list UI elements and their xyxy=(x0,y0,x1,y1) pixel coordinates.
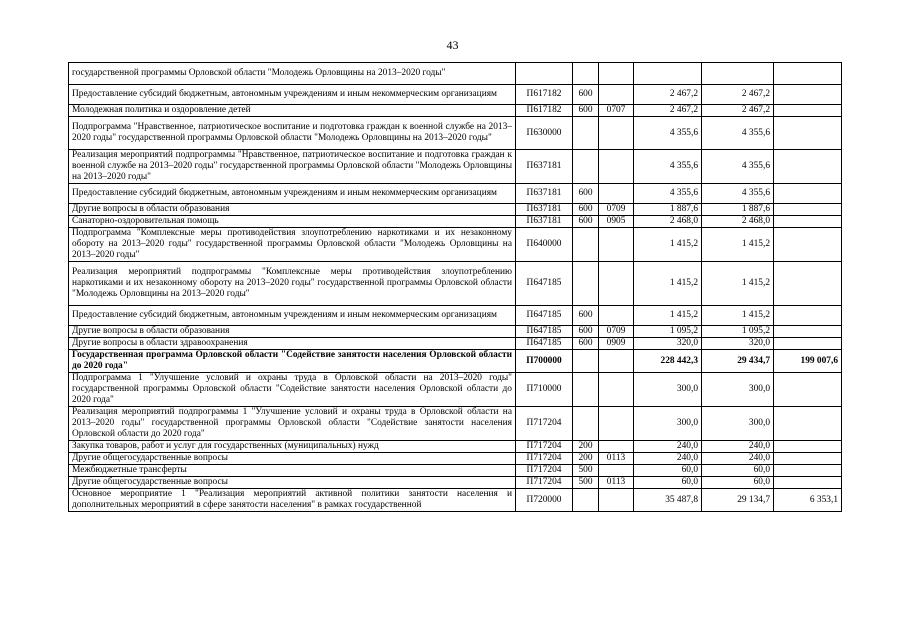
program-name-cell: Другие общегосударственные вопросы xyxy=(69,453,516,465)
expense-type-cell xyxy=(573,407,599,441)
program-name-cell: Межбюджетные трансферты xyxy=(69,465,516,477)
total-amount-cell xyxy=(634,63,702,85)
total-amount-cell: 4 355,6 xyxy=(634,184,702,204)
section-code-cell xyxy=(599,306,634,326)
target-code-cell: П647185 xyxy=(516,306,573,326)
target-code-cell xyxy=(516,63,573,85)
regional-amount-cell: 29 434,7 xyxy=(702,350,774,373)
table-row xyxy=(69,216,842,228)
target-code-cell: П720000 xyxy=(516,489,573,512)
federal-amount-cell xyxy=(774,105,842,117)
regional-amount-cell: 1 415,2 xyxy=(702,262,774,306)
section-code-cell xyxy=(599,350,634,373)
total-amount-cell: 2 467,2 xyxy=(634,85,702,105)
table-row xyxy=(69,306,842,326)
table-row xyxy=(69,477,842,489)
total-amount-cell: 240,0 xyxy=(634,441,702,453)
target-code-cell: П630000 xyxy=(516,117,573,150)
federal-amount-cell xyxy=(774,453,842,465)
program-name-cell: Другие общегосударственные вопросы xyxy=(69,477,516,489)
table-row xyxy=(69,453,842,465)
target-code-cell: П637181 xyxy=(516,216,573,228)
federal-amount-cell xyxy=(774,184,842,204)
target-code-cell: П637181 xyxy=(516,204,573,216)
target-code-cell: П647185 xyxy=(516,262,573,306)
table-row xyxy=(69,350,842,373)
federal-amount-cell xyxy=(774,477,842,489)
total-amount-cell: 228 442,3 xyxy=(634,350,702,373)
table-row xyxy=(69,465,842,477)
section-code-cell xyxy=(599,441,634,453)
expense-type-cell: 600 xyxy=(573,216,599,228)
table-row xyxy=(69,373,842,407)
federal-amount-cell xyxy=(774,63,842,85)
program-name-cell: Основное мероприятие 1 "Реализация мероприятий активной политики занятости населения и дополнительных мероприятий в сфере занятости населения" в рамках государственной xyxy=(69,489,516,512)
federal-amount-cell xyxy=(774,204,842,216)
section-code-cell: 0709 xyxy=(599,326,634,338)
section-code-cell xyxy=(599,228,634,262)
regional-amount-cell: 2 468,0 xyxy=(702,216,774,228)
total-amount-cell: 1 887,6 xyxy=(634,204,702,216)
table-row xyxy=(69,262,842,306)
section-code-cell: 0709 xyxy=(599,204,634,216)
federal-amount-cell xyxy=(774,306,842,326)
expense-type-cell: 600 xyxy=(573,204,599,216)
target-code-cell: П717204 xyxy=(516,407,573,441)
federal-amount-cell: 199 007,6 xyxy=(774,350,842,373)
expense-type-cell: 600 xyxy=(573,85,599,105)
regional-amount-cell: 1 887,6 xyxy=(702,204,774,216)
table-row xyxy=(69,489,842,512)
program-name-cell: Предоставление субсидий бюджетным, автономным учреждениям и иным некоммерческим организациям xyxy=(69,85,516,105)
federal-amount-cell xyxy=(774,216,842,228)
federal-amount-cell xyxy=(774,228,842,262)
regional-amount-cell: 320,0 xyxy=(702,338,774,350)
total-amount-cell: 35 487,8 xyxy=(634,489,702,512)
table-row xyxy=(69,338,842,350)
section-code-cell xyxy=(599,407,634,441)
regional-amount-cell: 4 355,6 xyxy=(702,150,774,184)
program-name-cell: государственной программы Орловской области "Молодежь Орловщины на 2013–2020 годы" xyxy=(69,63,516,85)
federal-amount-cell xyxy=(774,407,842,441)
program-name-cell: Подпрограмма "Комплексные меры противодействия злоупотреблению наркотиками и их незаконному обороту на 2013–2020 годы" государственной программы Орловской области "Молодежь Орловщины на 2013–2020 годы" xyxy=(69,228,516,262)
program-name-cell: Другие вопросы в области образования xyxy=(69,326,516,338)
regional-amount-cell: 1 095,2 xyxy=(702,326,774,338)
table-row xyxy=(69,150,842,184)
total-amount-cell: 1 415,2 xyxy=(634,228,702,262)
federal-amount-cell xyxy=(774,262,842,306)
page-number: 43 xyxy=(446,38,459,52)
program-name-cell: Государственная программа Орловской области "Содействие занятости населения Орловской области до 2020 года" xyxy=(69,350,516,373)
expense-type-cell: 500 xyxy=(573,477,599,489)
federal-amount-cell xyxy=(774,373,842,407)
expense-type-cell: 600 xyxy=(573,306,599,326)
regional-amount-cell: 1 415,2 xyxy=(702,228,774,262)
section-code-cell xyxy=(599,117,634,150)
expense-type-cell: 500 xyxy=(573,465,599,477)
program-name-cell: Реализация мероприятий подпрограммы 1 "Улучшение условий и охраны труда в Орловской области на 2013–2020 годы" государственной программы Орловской области "Содействие занятости населения Орловской области до 2020 года" xyxy=(69,407,516,441)
regional-amount-cell: 300,0 xyxy=(702,407,774,441)
target-code-cell: П717204 xyxy=(516,453,573,465)
target-code-cell: П710000 xyxy=(516,373,573,407)
total-amount-cell: 4 355,6 xyxy=(634,117,702,150)
program-name-cell: Закупка товаров, работ и услуг для государственных (муниципальных) нужд xyxy=(69,441,516,453)
regional-amount-cell: 300,0 xyxy=(702,373,774,407)
total-amount-cell: 60,0 xyxy=(634,477,702,489)
total-amount-cell: 1 415,2 xyxy=(634,262,702,306)
regional-amount-cell xyxy=(702,63,774,85)
table-row xyxy=(69,85,842,105)
federal-amount-cell xyxy=(774,150,842,184)
total-amount-cell: 1 095,2 xyxy=(634,326,702,338)
target-code-cell: П617182 xyxy=(516,105,573,117)
expense-type-cell: 600 xyxy=(573,326,599,338)
regional-amount-cell: 2 467,2 xyxy=(702,85,774,105)
section-code-cell xyxy=(599,373,634,407)
target-code-cell: П717204 xyxy=(516,441,573,453)
program-name-cell: Предоставление субсидий бюджетным, автономным учреждениям и иным некоммерческим организациям xyxy=(69,184,516,204)
target-code-cell: П617182 xyxy=(516,85,573,105)
target-code-cell: П717204 xyxy=(516,477,573,489)
table-row xyxy=(69,228,842,262)
section-code-cell xyxy=(599,85,634,105)
federal-amount-cell xyxy=(774,338,842,350)
table-row xyxy=(69,63,842,85)
expense-type-cell xyxy=(573,373,599,407)
program-name-cell: Санаторно-оздоровительная помощь xyxy=(69,216,516,228)
target-code-cell: П647185 xyxy=(516,338,573,350)
total-amount-cell: 4 355,6 xyxy=(634,150,702,184)
program-name-cell: Подпрограмма 1 "Улучшение условий и охраны труда в Орловской области на 2013–2020 годы" государственной программы Орловской области "Содействие занятости населения Орловской области до 2020 года" xyxy=(69,373,516,407)
expense-type-cell xyxy=(573,63,599,85)
program-name-cell: Молодежная политика и оздоровление детей xyxy=(69,105,516,117)
expense-type-cell: 600 xyxy=(573,338,599,350)
target-code-cell: П647185 xyxy=(516,326,573,338)
table-row xyxy=(69,326,842,338)
total-amount-cell: 300,0 xyxy=(634,373,702,407)
federal-amount-cell xyxy=(774,465,842,477)
section-code-cell: 0909 xyxy=(599,338,634,350)
expense-type-cell xyxy=(573,117,599,150)
expense-type-cell xyxy=(573,350,599,373)
section-code-cell xyxy=(599,63,634,85)
program-name-cell: Другие вопросы в области здравоохранения xyxy=(69,338,516,350)
target-code-cell: П637181 xyxy=(516,150,573,184)
expense-type-cell: 600 xyxy=(573,105,599,117)
table-row xyxy=(69,441,842,453)
section-code-cell xyxy=(599,489,634,512)
table-row xyxy=(69,184,842,204)
target-code-cell: П717204 xyxy=(516,465,573,477)
federal-amount-cell xyxy=(774,326,842,338)
total-amount-cell: 300,0 xyxy=(634,407,702,441)
table-row xyxy=(69,117,842,150)
federal-amount-cell: 6 353,1 xyxy=(774,489,842,512)
regional-amount-cell: 4 355,6 xyxy=(702,117,774,150)
total-amount-cell: 320,0 xyxy=(634,338,702,350)
table-row xyxy=(69,105,842,117)
target-code-cell: П700000 xyxy=(516,350,573,373)
regional-amount-cell: 240,0 xyxy=(702,441,774,453)
table-row xyxy=(69,407,842,441)
expense-type-cell xyxy=(573,228,599,262)
section-code-cell xyxy=(599,184,634,204)
section-code-cell: 0113 xyxy=(599,477,634,489)
total-amount-cell: 240,0 xyxy=(634,453,702,465)
program-name-cell: Подпрограмма "Нравственное, патриотическое воспитание и подготовка граждан к военной службе на 2013–2020 годы" государственной программы Орловской области "Молодежь Орловщины на 2013–2020 годы" xyxy=(69,117,516,150)
section-code-cell xyxy=(599,465,634,477)
program-name-cell: Реализация мероприятий подпрограммы "Комплексные меры противодействия злоупотреблению наркотиками и их незаконному обороту на 2013–2020 годы" государственной программы Орловской области "Молодежь Орловщины на 2013–2020 годы" xyxy=(69,262,516,306)
regional-amount-cell: 60,0 xyxy=(702,465,774,477)
program-name-cell: Реализация мероприятий подпрограммы "Нравственное, патриотическое воспитание и подготовка граждан к военной службе на 2013–2020 годы" государственной программы Орловской области "Молодежь Орловщины на 2013–2020 годы" xyxy=(69,150,516,184)
budget-table-body xyxy=(69,63,842,512)
regional-amount-cell: 29 134,7 xyxy=(702,489,774,512)
regional-amount-cell: 1 415,2 xyxy=(702,306,774,326)
expense-type-cell xyxy=(573,489,599,512)
expense-type-cell xyxy=(573,262,599,306)
section-code-cell: 0707 xyxy=(599,105,634,117)
expense-type-cell xyxy=(573,150,599,184)
section-code-cell xyxy=(599,262,634,306)
table-row xyxy=(69,204,842,216)
total-amount-cell: 2 468,0 xyxy=(634,216,702,228)
section-code-cell xyxy=(599,150,634,184)
regional-amount-cell: 4 355,6 xyxy=(702,184,774,204)
target-code-cell: П640000 xyxy=(516,228,573,262)
expense-type-cell: 200 xyxy=(573,453,599,465)
budget-table xyxy=(68,62,842,512)
expense-type-cell: 600 xyxy=(573,184,599,204)
regional-amount-cell: 60,0 xyxy=(702,477,774,489)
federal-amount-cell xyxy=(774,85,842,105)
federal-amount-cell xyxy=(774,441,842,453)
total-amount-cell: 60,0 xyxy=(634,465,702,477)
program-name-cell: Другие вопросы в области образования xyxy=(69,204,516,216)
section-code-cell: 0905 xyxy=(599,216,634,228)
target-code-cell: П637181 xyxy=(516,184,573,204)
federal-amount-cell xyxy=(774,117,842,150)
regional-amount-cell: 240,0 xyxy=(702,453,774,465)
regional-amount-cell: 2 467,2 xyxy=(702,105,774,117)
total-amount-cell: 1 415,2 xyxy=(634,306,702,326)
program-name-cell: Предоставление субсидий бюджетным, автономным учреждениям и иным некоммерческим организациям xyxy=(69,306,516,326)
total-amount-cell: 2 467,2 xyxy=(634,105,702,117)
expense-type-cell: 200 xyxy=(573,441,599,453)
section-code-cell: 0113 xyxy=(599,453,634,465)
